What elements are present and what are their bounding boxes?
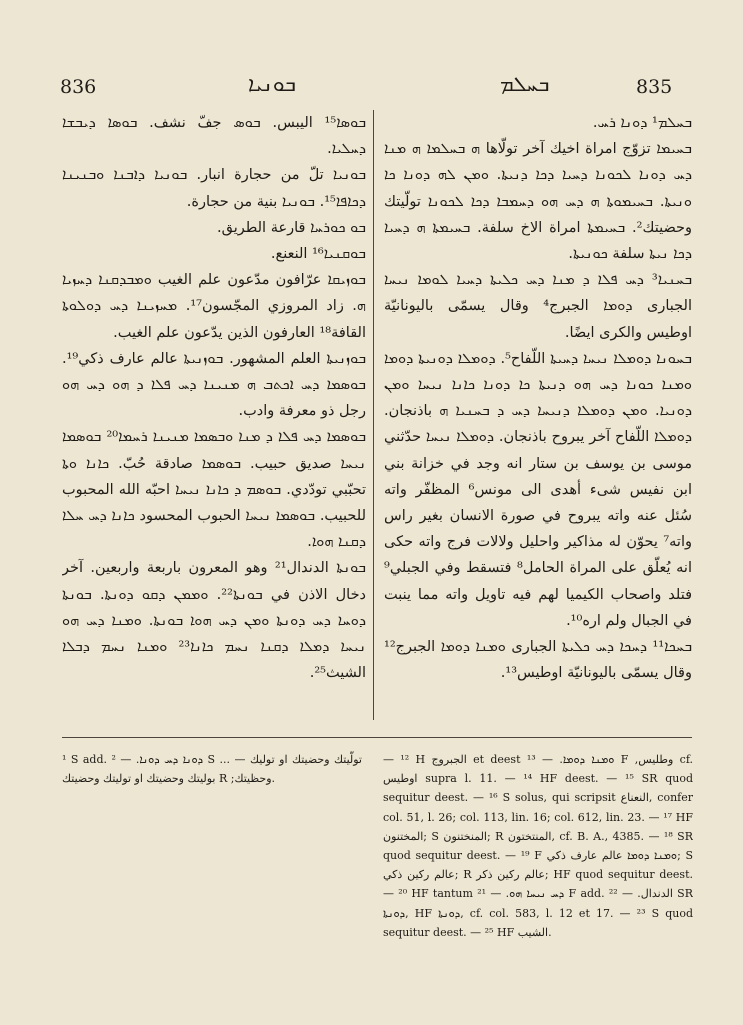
column-divider [373, 110, 374, 720]
entry: ܒܚܘܢܐ ܕܘܡܠܐ ܢܝܚܐ ܕܚܝܬܐ اللّفاح⁵. ܕܘܡܠܐ ܕܘܢܝܬܐ ܕܘܡܐ ܘܡܢܐ ܟܘܢܐ ܕܚ ܗܘ ܕܢܝܬܐ ܟܐ ܕܘܢܐ ܟܐܢܐ ܢܝܚܐ ܘܡܢ ܕܘܢܝܐ. ܘܡܢ ܕܘܡܠܐ ܕܢܝܚܐ ܕܚ ܕ ܒܚܢܝܐ ܗ باذنجان. ܕܘܡܠܐ اللّفاح آخر يبروح باذنجان. ܕܘܡܠܐ ܢܝܚܐ حدّثني موسى بن يوسف بن ستار انه وجد في خزانة بني ابن نفيس شىء أهدى الى مونس⁶ المظفّر واته سُئل عنه واته يبروح في صورة الانسان بغير راس واته⁷ يحوّن له مذاكير واحليل ولالات فرج واته حكى انه يُعلّق على المراة الحامل⁸ فتسقط وفي الجبلي⁹ فتلد واصحاب الكيميا لهم فيه تاويل واته مما ينبت في الجبال ولم اره¹⁰. [384, 350, 692, 629]
entry: ܒܘ ܟܘܪܚܐ قارعة الطريق. [217, 219, 366, 236]
footnotes-left [62, 750, 362, 960]
right-column [384, 110, 692, 720]
entry: ܒܘܙܝܩܐ عرّافون مدّعون علم الغيب ܘܡܒܕܩܢܐ ܕܚܙܝܐ ܗ. زاد المروزي المجّسون¹⁷. ܡܚܙܝܢܐ ܕܚ ܕܘܠܘܬܐ القافة¹⁸ العارفون الذين يدّعون علم الغيب. [62, 272, 366, 341]
entry: ܒܚܠܡ¹ ܕܘܢܐ ܪܚ. [592, 115, 692, 131]
left-page-number: 836 [60, 76, 97, 98]
entry: ܒܚܢܝܐ³ ܕܚ ܦܠܐ ܕ ܡܢܐ ܕܚ ܟܠܝܬܐ ܕܚܝܐ ܠܘܡܐ ܢܝܚܐ الجبارى ܕܘܡܐ الجبرج⁴ وقال يسمّى باليونانيّة اوطيس والكرى ايضًا. [384, 272, 692, 341]
entry: ܒܚܟܐ¹¹ ܕܚܟܐ ܕܚ ܟܠܝܬܐ الجبارى ܘܡܢܐ ܕܘܡܐ الجبرج¹² وقال يسمّى باليونانيّة اوطيس¹³. [384, 639, 692, 682]
left-column [62, 110, 366, 720]
left-running-head: ܒܘܢܝܐ [248, 72, 296, 96]
entry: ܒܘܣܐ¹⁵ اليبس. ܒܘܣ جفّ نشف. ܒܘܣܐ ܕܝܒܫܐ ܕܚܠܝܐ. [62, 115, 366, 158]
entry: ܒܘܣܡܐ ܕܚ ܦܠܐ ܕ ܡܢܐ ܘܒܣܡܐ ܡܢܝܢܐ ܪܚܡܐ²⁰ ܒܘܣܡܐ ܢܝܚܐ صديق حبيب. ܒܘܣܡܐ صادقة حُبّ. ܟܐܢܐ ܘܬܐ تحبّبي تودّدي. ܒܘܣܡ ܕ ܟܐܢܐ ܢܝܚܐ احبّه الله المحبوب للحبيب. ܒܘܣܡܐ ܢܝܚܐ الحبوب المحسود ܟܐܢܐ ܕܚ ܚܠܐ ܕܩܢܐ ܗܘܐ. [62, 429, 366, 551]
footnotes-right [383, 750, 693, 960]
entry: ܒܘܙܢܝܬܐ العلم المشهور. ܒܘܙܢܝܬܐ عالم عارف ذكي¹⁹. ܒܘܣܡܐ ܕܚ ܐܟܬܒ ܗ ܡܢܝܢܐ ܕܚ ܦܠܐ ܕ ܗܘ ܕܚ ܗܘ رجل ذو معرفة وادب. [62, 350, 366, 420]
entry: ܒܘܢܬܐ الدندال²¹ وهو المعرون باربعة واربعين. آخر دخال الاذن في ܒܘܢܬܐ²². ܘܡܡܢ ܕܩܘ ܕܘܢܬܐ. ܒܘܢܬܐ ܕܘܚܐ ܕܚ ܕܘܢܬܐ ܘܡܢ ܕܚ ܗܘܐ ܒܘܢܬܐ. ܘܡܢܐ ܕܚ ܗܘ ܢܝܚܐ ܕܡܠܐ ܕܩܢܐ ܢܚܡ ܟܐܢܐ²³ ܘܡܢܐ ܢܚܡ ܕܒܠܐ الشيث²⁵. [62, 560, 366, 682]
footnote-text: ¹ S add. ܕܘܢܐ ܕܚ ܕܘܢܐ. — ² S ... تولّيتك وحضيتك او توليك — بوليتك وحضيتك او توليتك وحضيتك R ;وحظيتك. [62, 753, 362, 786]
entry: ܒܘܢܝܐ تلّ من حجارة انبار. ܒܘܢܝܐ ܕܐܒܢܐ ܘܒܢܝܢܐ ܕܟܐܦܐ¹⁵. ܒܘܢܝܐ بنية من حجارة. [62, 167, 366, 210]
entry: ܒܚܝܡܐ تزوّج امراة اخيك آخر تولّاها ܗ ܒܚܠܡܐ ܗ ܡܢܐ ܕܚ ܕܘܢܐ ܠܟܘܢܐ ܕܚܝܐ ܕܟܐ ܕܢܝܬܐ. ܘܡܢ ܠܗ ܕܘܢܐ ܟܐ ܘܢܝܬܐ. ܒܚܝܡܘܬܐ ܗ ܕܚ ܗܘ ܕܚܡܒܐ ܕܟܐ ܠܟܘܢܐ تولّيتك وحضيتك². ܒܚܝܡܬܐ امراة الاخ سلفة. ܒܚܝܡܬܐ ܗ ܕܚܝܐ ܕܟܐ ܢܝܬܐ سلفة ܟܘܢܝܬܐ. [384, 141, 692, 263]
right-page-number: 835 [636, 76, 673, 98]
footnote-separator [62, 737, 692, 738]
entry: ܒܘܩܢܝܐ¹⁶ النعنع. [270, 246, 366, 263]
footnote-text: — ¹² H الجبروج et deest ܘܡܢܐ ܕܘܡܐ. — ¹³ F ,وطليس cf. اوطيس supra l. 11. — ¹⁴ HF deest. — ¹⁵ SR quod sequitur deest. — ¹⁶ S solus, qui scripsit النعناع, confer col. 51, l. 26; col. 113, lin. 16; col. 612, lin. 23. — ¹⁷ HF المختنون; S المنختنون; R المنتختون, cf. B. A., 4385. — ¹⁸ SR quod sequitur deest. — ¹⁹ F ܘܡܢܐ ܕܘܡܐ عالم عارف ذكي; S عالم ركين ذكي; R عالم ركين ذكر; HF quod sequitur deest. — ²⁰ HF tantum ܕܚ ܢܝܚܐ ܗܘ. — ²¹ F add. الدندال. — ²² SR ܕܘܢܬܐ, HF ܕܘܢܬܐ, cf. col. 583, l. 12 et 17. — ²³ S quod sequitur deest. — ²⁵ HF الشيب. [383, 753, 693, 939]
right-running-head: ܒܚܠܡ [500, 72, 550, 96]
